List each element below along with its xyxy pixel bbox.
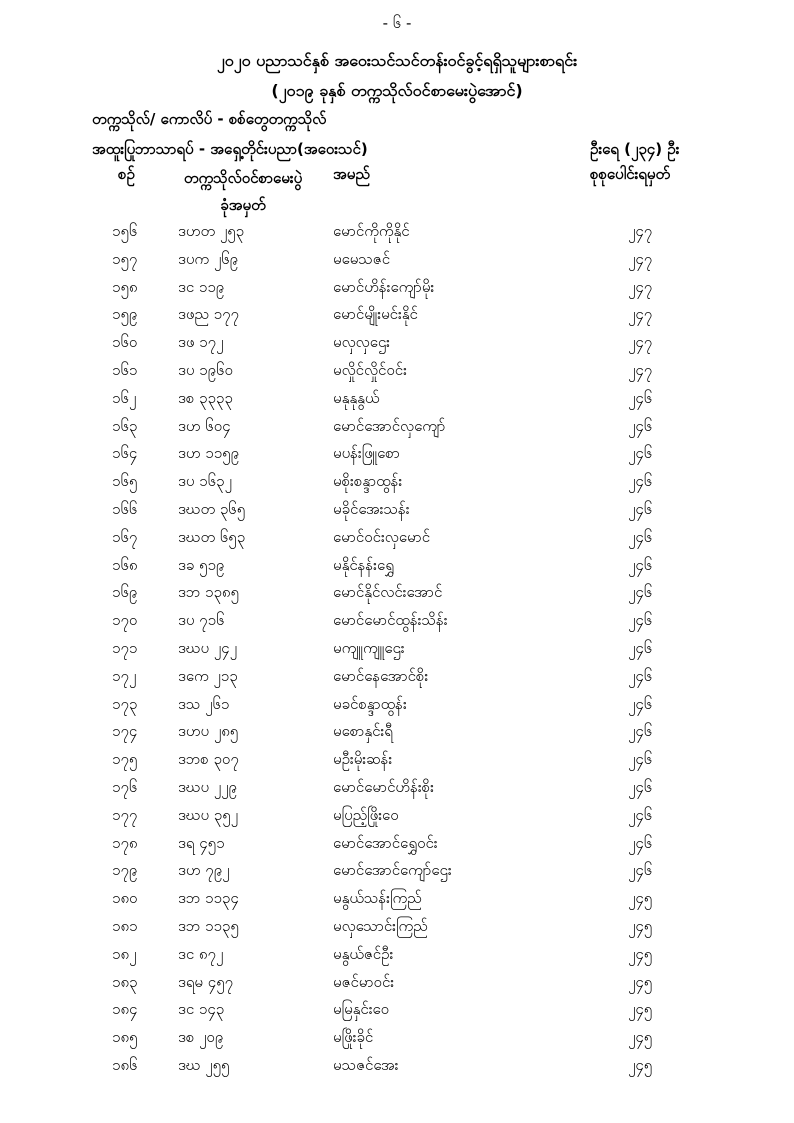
table-row [0, 945, 794, 973]
roll-number: ဒင ၁၁၉ [178, 277, 225, 296]
total-marks: ၂၄၇ [628, 249, 653, 268]
header-name: အမည် [333, 165, 370, 183]
total-marks: ၂၄၆ [628, 583, 653, 602]
roll-number: ဒကေ ၂၁၃ [178, 666, 238, 685]
student-name: မကျူကျူဌေး [333, 638, 405, 657]
total-marks: ၂၄၆ [628, 444, 653, 463]
table-row [0, 417, 794, 445]
table-row [0, 222, 794, 250]
total-marks: ၂၄၆ [628, 555, 653, 574]
table-row [0, 305, 794, 333]
row-number: ၁၈၀ [112, 889, 138, 908]
table-row [0, 389, 794, 417]
header-total-marks: စုစုပေါင်းရမှတ် [590, 165, 671, 183]
student-name: မစိုးစန္ဒာထွန်း [333, 472, 403, 491]
row-number: ၁၈၂ [112, 944, 137, 963]
table-row [0, 973, 794, 1001]
student-name: မောင်ဝင်းလှမောင် [333, 527, 431, 546]
total-marks: ၂၄၆ [628, 805, 653, 824]
row-number: ၁၈၃ [112, 972, 138, 991]
student-name: မောင်အောင်ရွှေဝင်း [333, 833, 438, 852]
total-marks: ၂၄၆ [628, 861, 653, 880]
table-row [0, 834, 794, 862]
roll-number: ဒဟပ ၂၈၅ [178, 722, 239, 741]
student-name: မပြည့်ဖြိုးဝေ [333, 805, 399, 824]
roll-number: ဒဃတ ၃၆၅ [178, 499, 246, 518]
total-marks: ၂၄၇ [628, 333, 653, 352]
table-row [0, 278, 794, 306]
roll-number: ဒရ ၄၅၁ [178, 833, 225, 852]
total-marks: ၂၄၅ [628, 916, 653, 935]
total-marks: ၂၄၆ [628, 611, 653, 630]
student-name: မဦးမိုးဆန်း [333, 750, 393, 769]
row-number: ၁၈၆ [112, 1055, 138, 1074]
table-row [0, 250, 794, 278]
student-name: မခင်စန္ဒာထွန်း [333, 694, 407, 713]
row-number: ၁၇၁ [112, 638, 138, 657]
student-name: မောင်ဟိန်းကျော်မိုး [333, 277, 435, 296]
total-marks: ၂၄၅ [628, 972, 653, 991]
roll-number: ဒပ ၁၆၃၂ [178, 472, 232, 491]
total-marks: ၂၄၅ [628, 1028, 653, 1047]
document-subtitle: (၂၀၁၉ ခုနှစ် တက္ကသိုလ်ဝင်စာမေးပွဲအောင်) [271, 81, 523, 100]
total-marks: ၂၄၇ [628, 360, 653, 379]
roll-number: ဒဟ ၆၀၄ [178, 416, 231, 435]
total-marks: ၂၄၅ [628, 1055, 653, 1074]
student-name: မဖြိုးခိုင် [333, 1028, 374, 1047]
total-marks: ၂၄၇ [628, 305, 653, 324]
table-row [0, 472, 794, 500]
roll-number: ဒဃပ ၂၄၂ [178, 638, 237, 657]
student-name: မောင်အောင်ကျော်ဌေး [333, 861, 452, 880]
roll-number: ဒဟ ၁၁၅၉ [178, 444, 240, 463]
roll-number: ဒသ ၂၆၁ [178, 694, 230, 713]
row-number: ၁၅၈ [112, 277, 138, 296]
roll-number: ဒပ ၇၁၆ [178, 611, 225, 630]
table-row [0, 861, 794, 889]
student-name: မသဇင်အေး [333, 1055, 399, 1074]
student-name: မခိုင်အေးသန်း [333, 499, 410, 518]
row-number: ၁၆၀ [112, 333, 138, 352]
row-number: ၁၅၆ [112, 222, 138, 240]
total-marks: ၂၄၆ [628, 499, 653, 518]
roll-number: ဒဘ ၁၃၈၅ [178, 583, 239, 602]
table-row [0, 1056, 794, 1084]
roll-number: ဒဖ ၁၇၂ [178, 333, 224, 352]
total-marks: ၂၄၆ [628, 777, 653, 796]
row-number: ၁၇၉ [112, 861, 138, 880]
roll-number: ဒဟတ ၂၅၃ [178, 222, 245, 240]
roll-number: ဒဘ ၁၁၃၄ [178, 889, 239, 908]
page-number: - ၆ - [382, 14, 412, 32]
table-row [0, 806, 794, 834]
row-number: ၁၆၈ [112, 555, 138, 574]
student-name: မမေသဇင် [333, 249, 391, 268]
row-number: ၁၆၉ [112, 583, 138, 602]
roll-number: ဒဃပ ၂၂၉ [178, 777, 237, 796]
results-list [0, 222, 794, 1084]
student-name: မောင်နေအောင်စိုး [333, 666, 429, 685]
student-name: မပန်းဖြူစော [333, 444, 400, 463]
roll-number: ဒဖည ၁၇၇ [178, 305, 239, 324]
roll-number: ဒဃတ ၆၅၃ [178, 527, 246, 546]
row-number: ၁၇၈ [112, 833, 138, 852]
row-number: ၁၆၂ [112, 388, 137, 407]
table-row [0, 500, 794, 528]
table-row [0, 639, 794, 667]
total-marks: ၂၄၅ [628, 944, 653, 963]
row-number: ၁၇၇ [112, 805, 138, 824]
roll-number: ဒပက ၂၆၉ [178, 249, 239, 268]
student-name: မလှလှဌေး [333, 333, 390, 352]
row-number: ၁၇၅ [112, 750, 138, 769]
total-count: ဦးရေ (၂၃၄) ဦး [590, 140, 680, 158]
total-marks: ၂၄၆ [628, 638, 653, 657]
total-marks: ၂၄၆ [628, 472, 653, 491]
total-marks: ၂၄၆ [628, 527, 653, 546]
row-number: ၁၈၄ [112, 1000, 138, 1019]
roll-number: ဒစ ၃၃၃၃ [178, 388, 233, 407]
total-marks: ၂၄၆ [628, 388, 653, 407]
total-marks: ၂၄၆ [628, 666, 653, 685]
student-name: မောင်မောင်ဟိန်းစိုး [333, 777, 434, 796]
table-row [0, 1000, 794, 1028]
table-row [0, 1028, 794, 1056]
student-name: မလှသောင်းကြည် [333, 916, 428, 935]
roll-number: ဒစ ၂၀၉ [178, 1028, 224, 1047]
student-name: မဇင်မာဝင်း [333, 972, 395, 991]
document-title: ၂၀၂၀ ပညာသင်နှစ် အဝေးသင်သင်တန်းဝင်ခွင့်ရရှိသူများစာရင်း [216, 51, 578, 70]
student-name: မနိုင်နန်းရွှေ [333, 555, 395, 574]
table-row [0, 667, 794, 695]
row-number: ၁၇၀ [112, 611, 138, 630]
header-roll-number: တက္ကသိုလ်ဝင်စာမေးပွဲ ခုံအမှတ် [183, 169, 303, 214]
table-row [0, 695, 794, 723]
total-marks: ၂၄၆ [628, 722, 653, 741]
total-marks: ၂၄၇ [628, 277, 653, 296]
student-name: မလှိုင်လှိုင်ဝင်း [333, 360, 407, 379]
specialty-label: အထူးပြုဘာသာရပ် - အရှေ့တိုင်းပညာ(အဝေးသင်) [92, 140, 368, 158]
roll-number: ဒပ ၁၉၆၀ [178, 360, 233, 379]
table-row [0, 611, 794, 639]
row-number: ၁၇၃ [112, 694, 138, 713]
table-row [0, 778, 794, 806]
student-name: မမြနှင်းဝေ [333, 1000, 390, 1019]
total-marks: ၂၄၇ [628, 222, 653, 240]
row-number: ၁၆၄ [112, 444, 138, 463]
total-marks: ၂၄၅ [628, 1000, 653, 1019]
roll-number: ဒင ၁၄၃ [178, 1000, 225, 1019]
roll-number: ဒင ၈၇၂ [178, 944, 224, 963]
header-no: စဉ် [118, 165, 135, 183]
row-number: ၁၈၅ [112, 1028, 138, 1047]
university-label: တက္ကသိုလ်/ ကောလိပ် - စစ်တွေတက္ကသိုလ် [92, 110, 327, 128]
row-number: ၁၆၇ [112, 527, 138, 546]
row-number: ၁၈၁ [112, 916, 138, 935]
row-number: ၁၅၇ [112, 249, 138, 268]
table-row [0, 889, 794, 917]
student-name: မောင်နိုင်လင်းအောင် [333, 583, 443, 602]
row-number: ၁၆၁ [112, 360, 138, 379]
total-marks: ၂၄၆ [628, 694, 653, 713]
student-name: မနုနုနွယ် [333, 388, 380, 407]
roll-number: ဒဘ ၁၁၃၅ [178, 916, 239, 935]
total-marks: ၂၄၆ [628, 750, 653, 769]
table-row [0, 583, 794, 611]
row-number: ၁၇၄ [112, 722, 138, 741]
student-name: မောင်အောင်လှကျော် [333, 416, 446, 435]
row-number: ၁၇၆ [112, 777, 138, 796]
roll-number: ဒဘစ ၃၀၇ [178, 750, 239, 769]
table-row [0, 528, 794, 556]
student-name: မောင်မောင်ထွန်းသိန်း [333, 611, 448, 630]
roll-number: ဒဃ ၂၅၅ [178, 1055, 230, 1074]
table-row [0, 917, 794, 945]
student-name: မနွယ်ဇင်ဦး [333, 944, 394, 963]
table-row [0, 750, 794, 778]
total-marks: ၂၄၅ [628, 889, 653, 908]
roll-number: ဒဃပ ၃၅၂ [178, 805, 239, 824]
table-row [0, 361, 794, 389]
student-name: မနွယ်သန်းကြည် [333, 889, 422, 908]
table-row [0, 333, 794, 361]
student-name: မောင်မျိုးမင်းနိုင် [333, 305, 418, 324]
row-number: ၁၆၅ [112, 472, 138, 491]
row-number: ၁၇၂ [112, 666, 137, 685]
row-number: ၁၆၃ [112, 416, 138, 435]
table-row [0, 722, 794, 750]
total-marks: ၂၄၆ [628, 416, 653, 435]
student-name: မစောနှင်းရီ [333, 722, 393, 741]
row-number: ၁၅၉ [112, 305, 138, 324]
roll-number: ဒဟ ၇၉၂ [178, 861, 230, 880]
table-row [0, 556, 794, 584]
row-number: ၁၆၆ [112, 499, 138, 518]
total-marks: ၂၄၆ [628, 833, 653, 852]
student-name: မောင်ကိုကိုနိုင် [333, 222, 410, 240]
roll-number: ဒရမ ၄၅၇ [178, 972, 234, 991]
table-row [0, 444, 794, 472]
roll-number: ဒခ ၅၁၉ [178, 555, 225, 574]
